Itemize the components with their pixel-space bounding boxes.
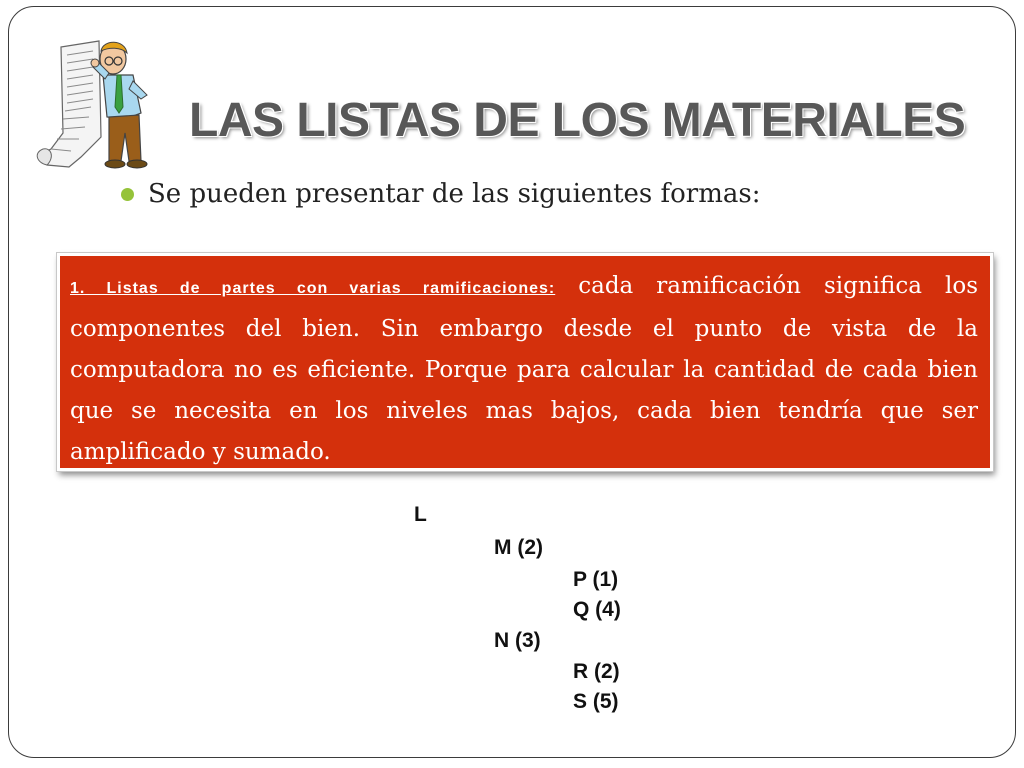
definition-lead: 1. Listas de partes con varias ramificaciones:: [70, 280, 556, 297]
slide-title: LAS LISTAS DE LOS MATERIALES: [189, 94, 966, 147]
tree-node-s: S (5): [573, 690, 619, 713]
definition-box: [57, 253, 993, 471]
bill-of-materials-tree: [409, 503, 669, 723]
definition-body: cada ramificación significa los componentes del bien. Sin embargo desde el punto de vista de la computadora no es eficiente. Porque para calcular la cantidad de cada bien que se necesita en los niveles mas bajos, cada bien tendría que ser amplificado y sumado.: [70, 273, 978, 465]
tree-node-q: Q (4): [573, 598, 621, 621]
bullet-text: Se pueden presentar de las siguientes formas:: [148, 179, 761, 209]
bullet-dot-icon: [121, 188, 134, 201]
tree-node-r: R (2): [573, 660, 620, 683]
bullet-item: [121, 179, 760, 209]
tree-node-n: N (3): [494, 629, 541, 652]
reading-man-clipart-icon: [29, 37, 179, 177]
tree-node-p: P (1): [573, 568, 619, 591]
slide-frame: [8, 6, 1016, 758]
tree-node-root: L: [414, 503, 427, 526]
tree-node-m: M (2): [494, 536, 543, 559]
